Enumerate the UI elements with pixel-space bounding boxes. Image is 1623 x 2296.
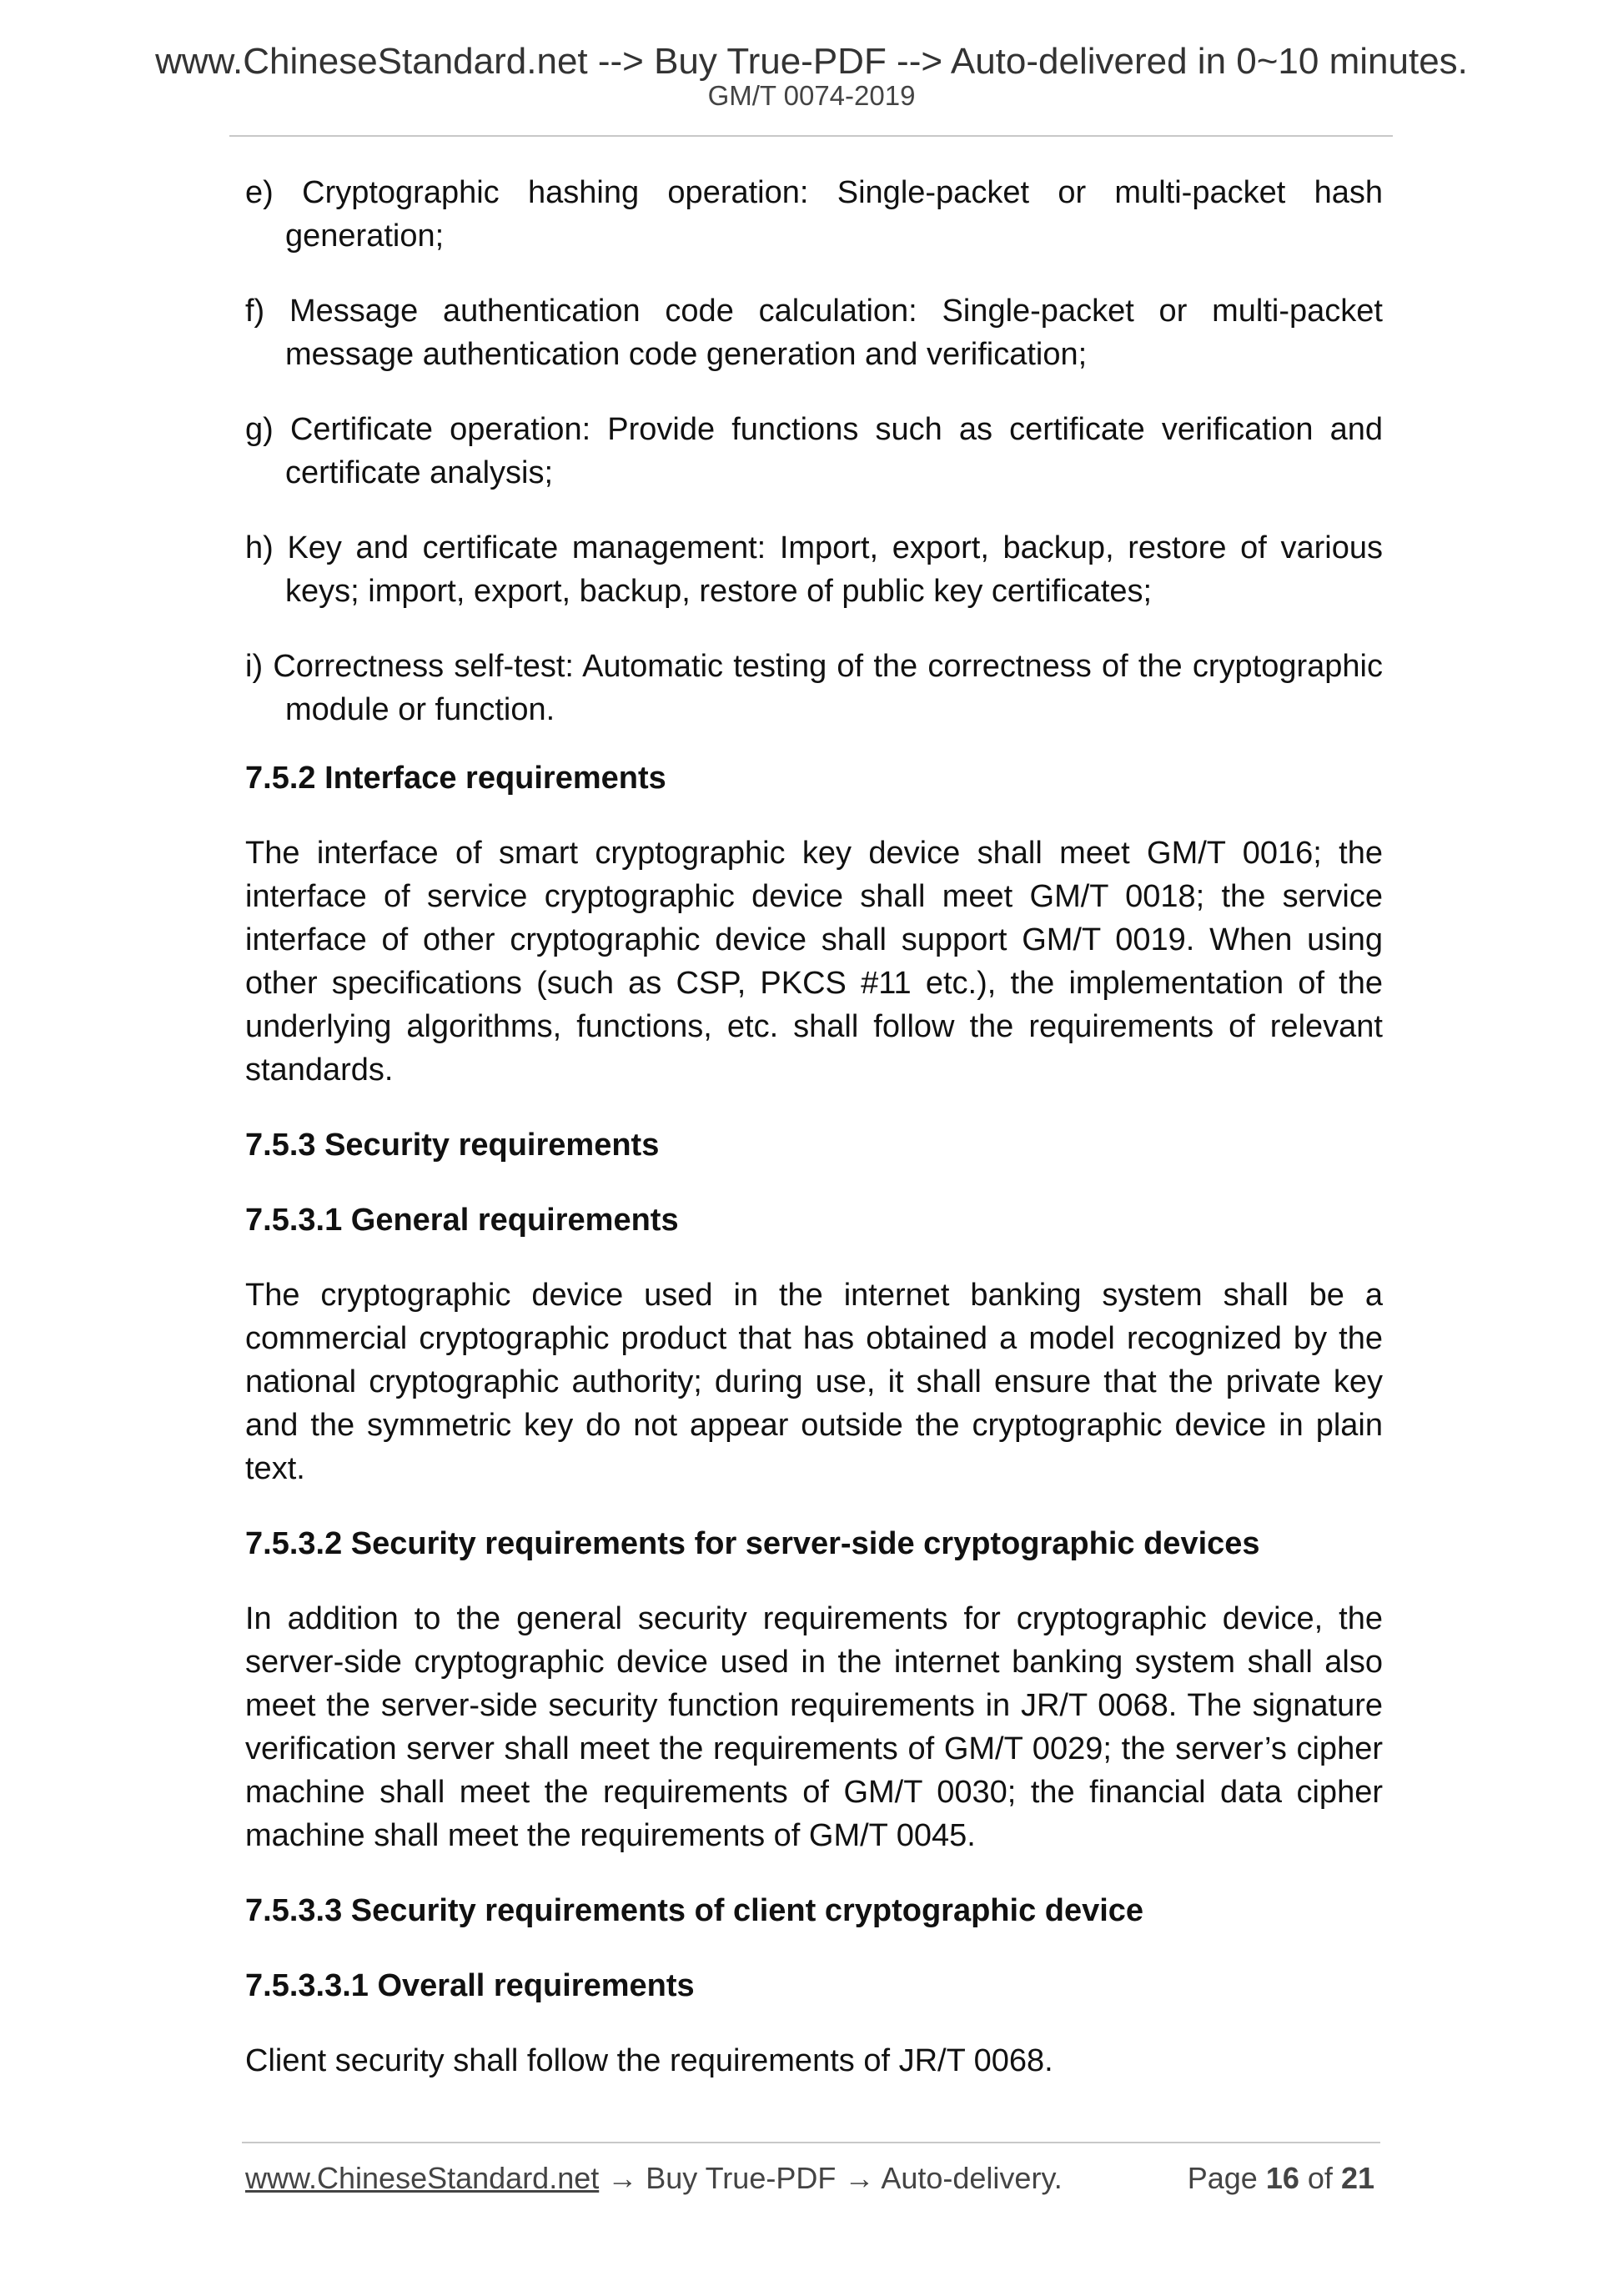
section-heading: 7.5.2 Interface requirements (245, 761, 666, 796)
footer-tagline: → Buy True-PDF → Auto-delivery. (607, 2161, 1063, 2195)
list-item-text: Correctness self-test: Automatic testing of the correctness of the cryptographic module or function. (273, 649, 1384, 727)
section-paragraph: The interface of smart cryptographic key device shall meet GM/T 0016; the interface of service cryptographic device shall meet GM/T 0018; the service interface of other cryptographic device shall support GM/T 0019. When using other specifications (such as CSP, PKCS #11 etc.), the implementation of the underlying algorithms, functions, etc. shall follow the requirements of relevant standards. (245, 836, 1383, 1088)
list-marker: i) (245, 649, 264, 684)
header-divider (229, 135, 1393, 137)
list-item-text: Key and certificate management: Import, export, backup, restore of various keys; import, export, backup, restore of public key certificates; (285, 530, 1383, 609)
list-marker: f) (245, 294, 265, 329)
of-label: of (1307, 2161, 1333, 2195)
section-paragraph: The cryptographic device used in the internet banking system shall be a commercial cryptographic product that has obtained a model recognized by the national cryptographic authority; during use, it shall ensure that the private key and the symmetric key do not appear outside the cryptographic device in plain text. (245, 1278, 1383, 1486)
section-heading: 7.5.3.3 Security requirements of client cryptographic device (245, 1893, 1144, 1928)
list-item-text: Message authentication code calculation: Single-packet or multi-packet message authentication code generation and verification; (285, 294, 1383, 372)
footer-left (245, 2160, 1063, 2197)
page-number: 16 (1265, 2161, 1299, 2195)
section-paragraph: Client security shall follow the requirements of JR/T 0068. (245, 2043, 1053, 2078)
list-item-text: Certificate operation: Provide functions such as certificate verification and certificate analysis; (285, 412, 1384, 490)
footer-divider (242, 2142, 1380, 2143)
list-marker: g) (245, 412, 274, 447)
page-label: Page (1187, 2161, 1258, 2195)
header-banner: www.ChineseStandard.net --> Buy True-PDF --> Auto-delivered in 0~10 minutes. (155, 41, 1468, 82)
list-item (245, 289, 1383, 376)
list-item (245, 645, 1383, 731)
section-heading: 7.5.3.1 General requirements (245, 1203, 679, 1238)
footer-site-link[interactable]: www.ChineseStandard.net (245, 2161, 600, 2195)
page-total: 21 (1340, 2161, 1374, 2195)
list-item (245, 171, 1383, 258)
page-indicator (1188, 2160, 1374, 2197)
list-item (245, 408, 1383, 495)
section-paragraph: In addition to the general security requirements for cryptographic device, the server-side cryptographic device used in the internet banking system shall also meet the server-side security function requirements in JR/T 0068. The signature verification server shall meet the requirements of GM/T 0029; the server’s cipher machine shall meet the requirements of GM/T 0030; the financial data cipher machine shall meet the requirements of GM/T 0045. (245, 1601, 1383, 1853)
page-content (245, 171, 1383, 2114)
document-code: GM/T 0074-2019 (707, 80, 916, 111)
section-heading: 7.5.3 Security requirements (245, 1128, 660, 1163)
list-marker: h) (245, 530, 274, 565)
section-heading: 7.5.3.3.1 Overall requirements (245, 1968, 695, 2003)
list-marker: e) (245, 175, 274, 210)
list-item (245, 526, 1383, 613)
list-item-text: Cryptographic hashing operation: Single-packet or multi-packet hash generation; (285, 175, 1383, 254)
section-heading: 7.5.3.2 Security requirements for server-side cryptographic devices (245, 1526, 1260, 1561)
